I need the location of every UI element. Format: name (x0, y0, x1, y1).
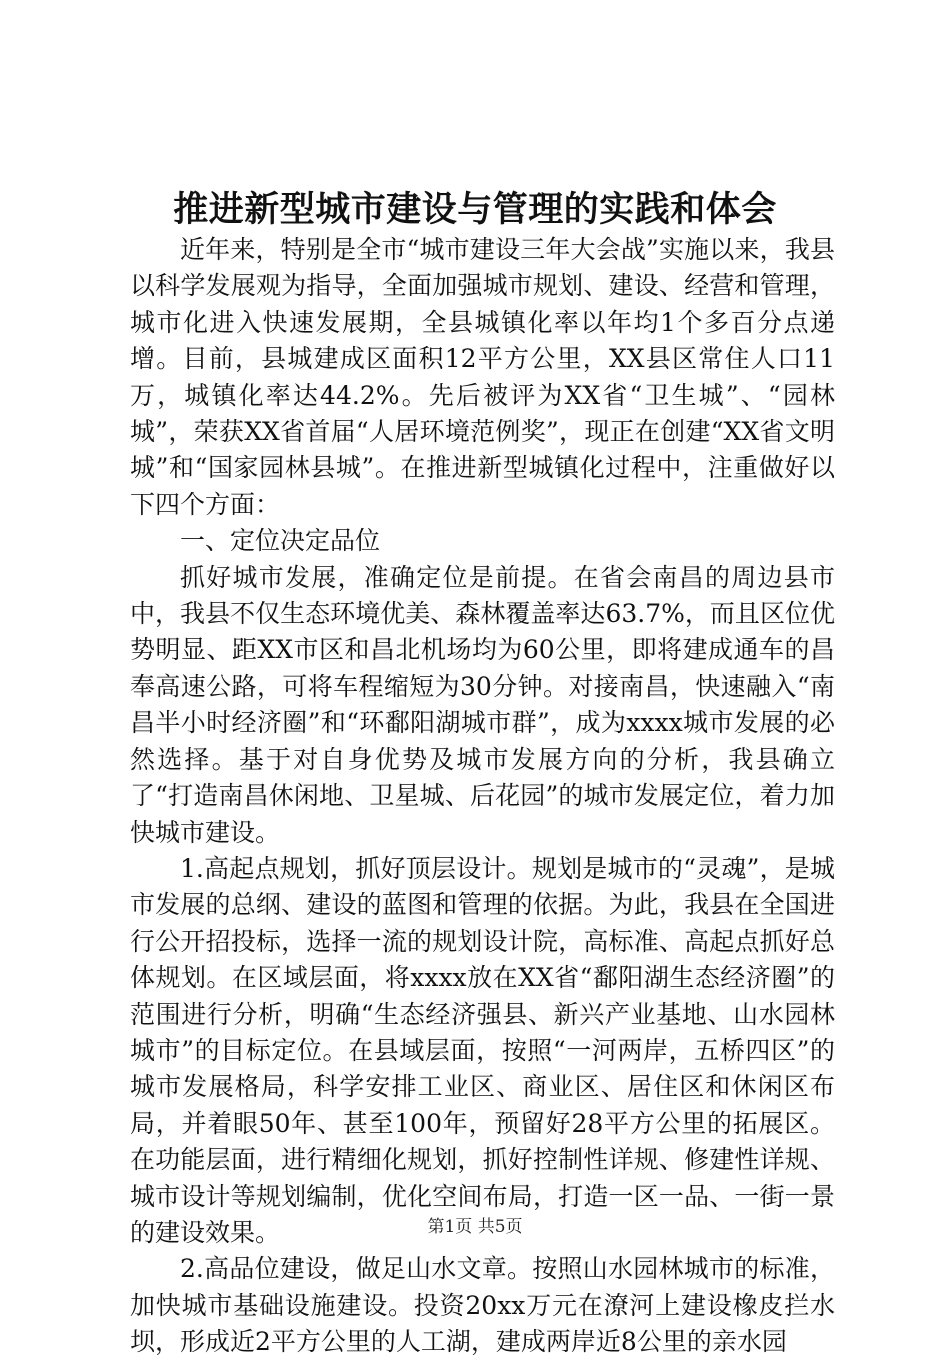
paragraph-planning: 1.高起点规划，抓好顶层设计。规划是城市的“灵魂”，是城市发展的总纲、建设的蓝图和管理的依据。为此，我县在全国进行公开招投标，选择一流的规划设计院，高标准、高起点抓好总体规划。在区域层面，将xxxx放在XX省“鄱阳湖生态经济圈”的范围进行分析，明确“生态经济强县、新兴产业基地、山水园林城市”的目标定位。在县域层面，按照“一河两岸，五桥四区”的城市发展格局，科学安排工业区、商业区、居住区和休闲区布局，并着眼50年、甚至100年，预留好28平方公里的拓展区。在功能层面，进行精细化规划，抓好控制性详规、修建性详规、城市设计等规划编制，优化空间布局，打造一区一品、一街一景的建设效果。 (130, 853, 835, 1247)
document-title: 推进新型城市建设与管理的实践和体会 (173, 189, 777, 230)
document-body (130, 232, 835, 1361)
paragraph-intro: 近年来，特别是全市“城市建设三年大会战”实施以来，我县以科学发展观为指导，全面加强城市规划、建设、经营和管理，城市化进入快速发展期，全县城镇化率以年均1个多百分点递增。目前，县城建成区面积12平方公里，XX县区常住人口11万，城镇化率达44.2%。先后被评为XX省“卫生城”、“园林城”，荣获XX省首届“人居环境范例奖”，现正在创建“XX省文明城”和“国家园林县城”。在推进新型城镇化过程中，注重做好以下四个方面： (130, 235, 835, 519)
page-number-footer: 第1页 共5页 (427, 1217, 523, 1237)
section-heading: 一、定位决定品位 (180, 526, 381, 556)
paragraph-construction: 2.高品位建设，做足山水文章。按照山水园林城市的标准，加快城市基础设施建设。投资20xx万元在潦河上建设橡皮拦水坝，形成近2平方公里的人工湖，建成两岸近8公里的亲水园 (130, 1254, 835, 1357)
paragraph-positioning: 抓好城市发展，准确定位是前提。在省会南昌的周边县市中，我县不仅生态环境优美、森林覆盖率达63.7%，而且区位优势明显、距XX市区和昌北机场均为60公里，即将建成通车的昌奉高速公路，可将车程缩短为30分钟。对接南昌，快速融入“南昌半小时经济圈”和“环鄱阳湖城市群”，成为xxxx城市发展的必然选择。基于对自身优势及城市发展方向的分析，我县确立了“打造南昌休闲地、卫星城、后花园”的城市发展定位，着力加快城市建设。 (130, 562, 835, 847)
